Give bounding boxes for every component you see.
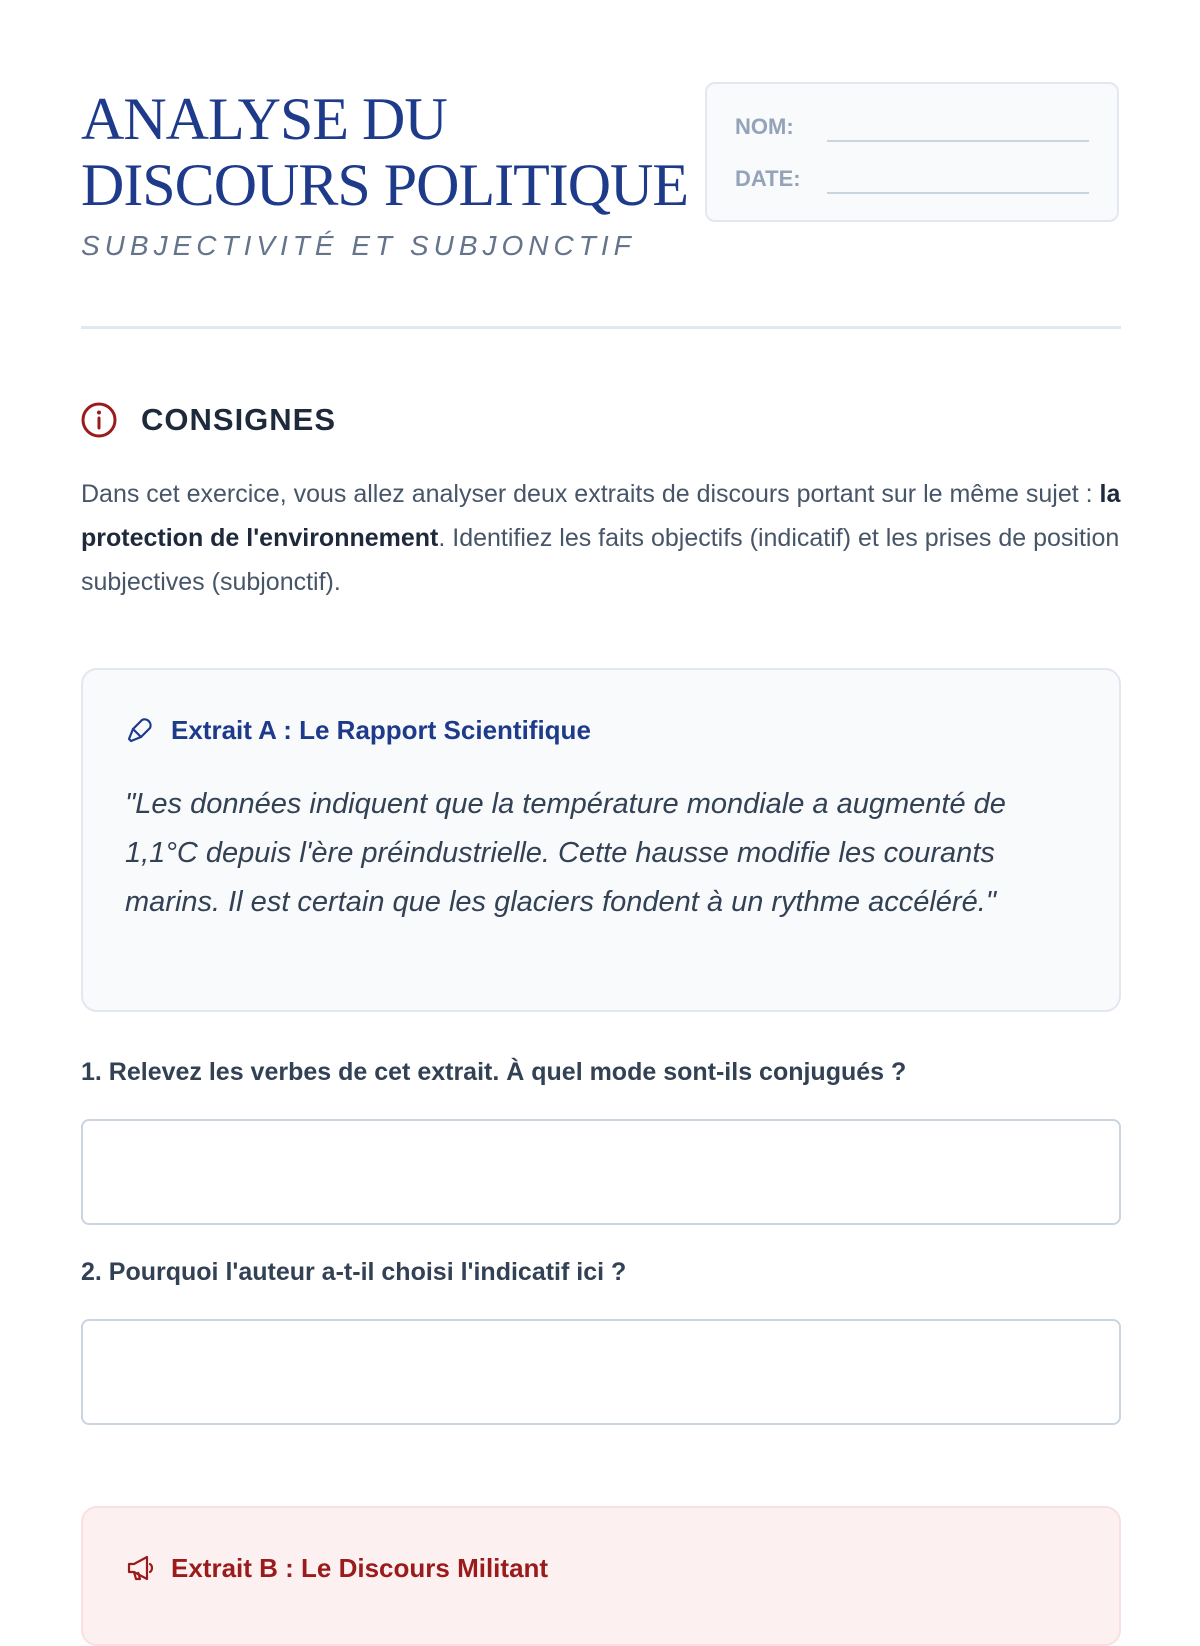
name-label: NOM: xyxy=(735,114,794,139)
name-line[interactable] xyxy=(827,140,1089,142)
worksheet-header xyxy=(81,82,1121,282)
extract-b-card xyxy=(81,1506,1121,1646)
date-label: DATE: xyxy=(735,166,801,191)
extract-b-title: Extrait B : Le Discours Militant xyxy=(171,1553,549,1583)
date-line[interactable] xyxy=(827,192,1089,194)
title-line-2: DISCOURS POLITIQUE xyxy=(81,152,689,218)
megaphone-icon xyxy=(125,1553,155,1583)
consignes-text-before: Dans cet exercice, vous allez analyser deux extraits de discours portant sur le même sujet : xyxy=(81,480,1100,508)
consignes-text-bold: la protection de l'environnement xyxy=(81,480,1121,552)
consignes-text xyxy=(81,472,1121,604)
student-info-box xyxy=(705,82,1119,222)
date-row xyxy=(735,164,1089,194)
question-2-label: 2. Pourquoi l'auteur a-t-il choisi l'indicatif ici ? xyxy=(81,1258,627,1286)
extract-a-card xyxy=(81,668,1121,1012)
microphone-icon xyxy=(125,715,155,745)
header-divider xyxy=(81,326,1121,329)
consignes-title: CONSIGNES xyxy=(141,402,337,437)
question-2-answer-box[interactable] xyxy=(81,1319,1121,1425)
extract-a-title: Extrait A : Le Rapport Scientifique xyxy=(171,715,591,745)
extract-a-quote: "Les données indiquent que la température mondiale a augmenté de 1,1°C depuis l'ère préindustrielle. Cette hausse modifie les courants marins. Il est certain que les glaciers fondent à un rythme accéléré." xyxy=(125,788,1006,918)
question-1-label: 1. Relevez les verbes de cet extrait. À quel mode sont-ils conjugués ? xyxy=(81,1058,907,1086)
title-line-1: ANALYSE DU xyxy=(81,86,447,152)
page-title xyxy=(81,86,688,218)
page-subtitle: SUBJECTIVITÉ ET SUBJONCTIF xyxy=(81,230,636,261)
name-row xyxy=(735,112,1089,142)
info-icon xyxy=(81,400,121,440)
consignes-text-after: . Identifiez les faits objectifs (indicatif) et les prises de position subjectives (subjonctif). xyxy=(81,524,1120,596)
question-1-answer-box[interactable] xyxy=(81,1119,1121,1225)
